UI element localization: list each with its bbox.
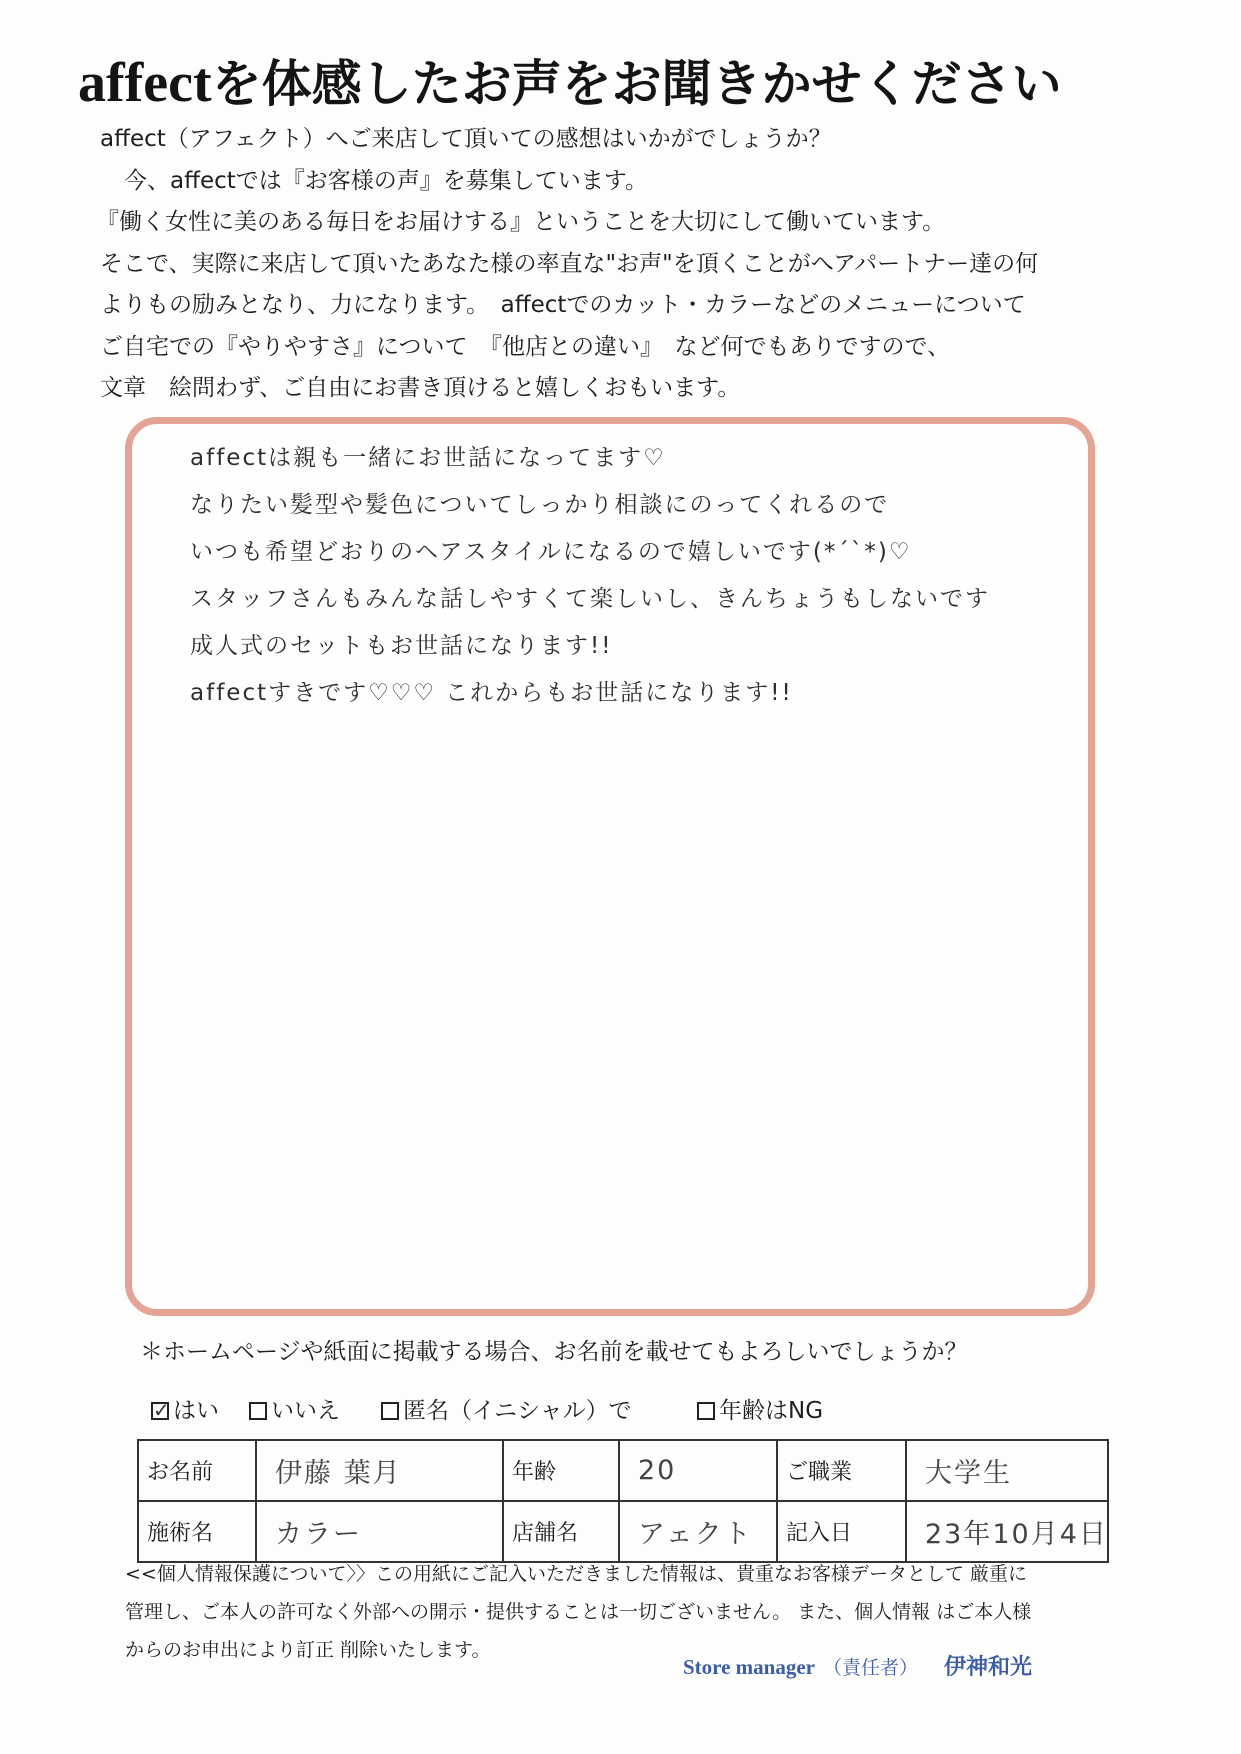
intro-line: そこで、実際に来店して頂いたあなた様の率直な"お声"を頂くことがへアパートナー達の何 xyxy=(100,250,1039,277)
intro-line: 文章 絵問わず、ご自由にお書き頂けると嬉しくおもいます。 xyxy=(100,375,741,401)
option-yes xyxy=(151,1396,219,1426)
comment-line: 成人式のセットもお世話になります!! xyxy=(190,633,613,659)
manager-role: （責任者） xyxy=(823,1658,919,1679)
intro-line: affect（アフェクト）へご来店して頂いての感想はいかがでしょうか？ xyxy=(100,126,832,152)
store-label: 店舗名 xyxy=(503,1501,619,1562)
date-value: 23年10月4日 xyxy=(906,1501,1108,1562)
option-no xyxy=(249,1396,340,1426)
store-value: アェクト xyxy=(619,1501,777,1562)
page-title xyxy=(78,52,1158,115)
comment-box xyxy=(125,417,1095,1316)
option-label: はい xyxy=(173,1398,219,1424)
name-value: 伊藤 葉月 xyxy=(256,1440,503,1501)
comment-line: affectは親も一緒にお世話になってます♡ xyxy=(190,445,666,471)
customer-info-table xyxy=(137,1439,1109,1563)
title-brand: affect xyxy=(78,52,212,114)
handwritten-comment xyxy=(190,435,1070,717)
age-value: 20 xyxy=(619,1440,777,1501)
treatment-value: カラー xyxy=(256,1501,503,1562)
checkbox xyxy=(249,1402,267,1420)
comment-line: affectすきです♡♡♡ これからもお世話になります!! xyxy=(190,680,793,706)
option-anonymous xyxy=(381,1396,632,1426)
comment-line: スタッフさんもみんな話しやすくて楽しいし、きんちょうもしないです xyxy=(190,586,990,612)
table-row xyxy=(138,1440,1108,1501)
privacy-line: 管理し、ご本人の許可なく外部への開示・提供することは一切ございません。 また、個人情報 はご本人様 xyxy=(125,1601,1032,1623)
name-label: お名前 xyxy=(138,1440,256,1501)
option-label: 年齢はNG xyxy=(719,1398,824,1424)
option-label: 匿名（イニシャル）で xyxy=(403,1398,632,1424)
checkbox xyxy=(381,1402,399,1420)
intro-paragraph xyxy=(96,119,1180,410)
treatment-label: 施術名 xyxy=(138,1501,256,1562)
option-age-ng xyxy=(697,1396,823,1426)
consent-options xyxy=(151,1396,1051,1426)
option-label: いいえ xyxy=(271,1398,340,1424)
title-text: を体感したお声をお聞きかせください xyxy=(211,55,1062,113)
intro-line: よりもの励みとなり、力になります。 affectでのカット・カラーなどのメニューについて xyxy=(100,292,1026,318)
date-label: 記入日 xyxy=(777,1501,906,1562)
intro-line: 『働く女性に美のある毎日をお届けする』ということを大切にして働いています。 xyxy=(96,209,946,235)
privacy-line: <<個人情報保護について〉〉この用紙にご記入いただきました情報は、貴重なお客様データとして 厳重に xyxy=(125,1563,1028,1585)
checkbox xyxy=(151,1402,169,1420)
table-row xyxy=(138,1501,1108,1562)
manager-name: 伊神和光 xyxy=(944,1654,1033,1679)
manager-label: Store manager xyxy=(683,1655,815,1679)
age-label: 年齢 xyxy=(503,1440,619,1501)
consent-question: ＊ホームページや紙面に掲載する場合、お名前を載せてもよろしいでしょうか？ xyxy=(140,1339,968,1365)
comment-line: いつも希望どおりのヘアスタイルになるので嬉しいです(*´`*)♡ xyxy=(190,539,912,565)
comment-line: なりたい髪型や髪色についてしっかり相談にのってくれるので xyxy=(190,492,890,518)
intro-line: 今、affectでは『お客様の声』を募集しています。 xyxy=(124,167,648,194)
store-manager xyxy=(683,1652,1032,1684)
checkbox xyxy=(697,1402,715,1420)
occupation-label: ご職業 xyxy=(777,1440,906,1501)
occupation-value: 大学生 xyxy=(906,1440,1108,1501)
privacy-line: からのお申出により訂正 削除いたします。 xyxy=(125,1639,491,1661)
intro-line: ご自宅での『やりやすさ』について 『他店との違い』 など何でもありですので、 xyxy=(100,333,951,360)
